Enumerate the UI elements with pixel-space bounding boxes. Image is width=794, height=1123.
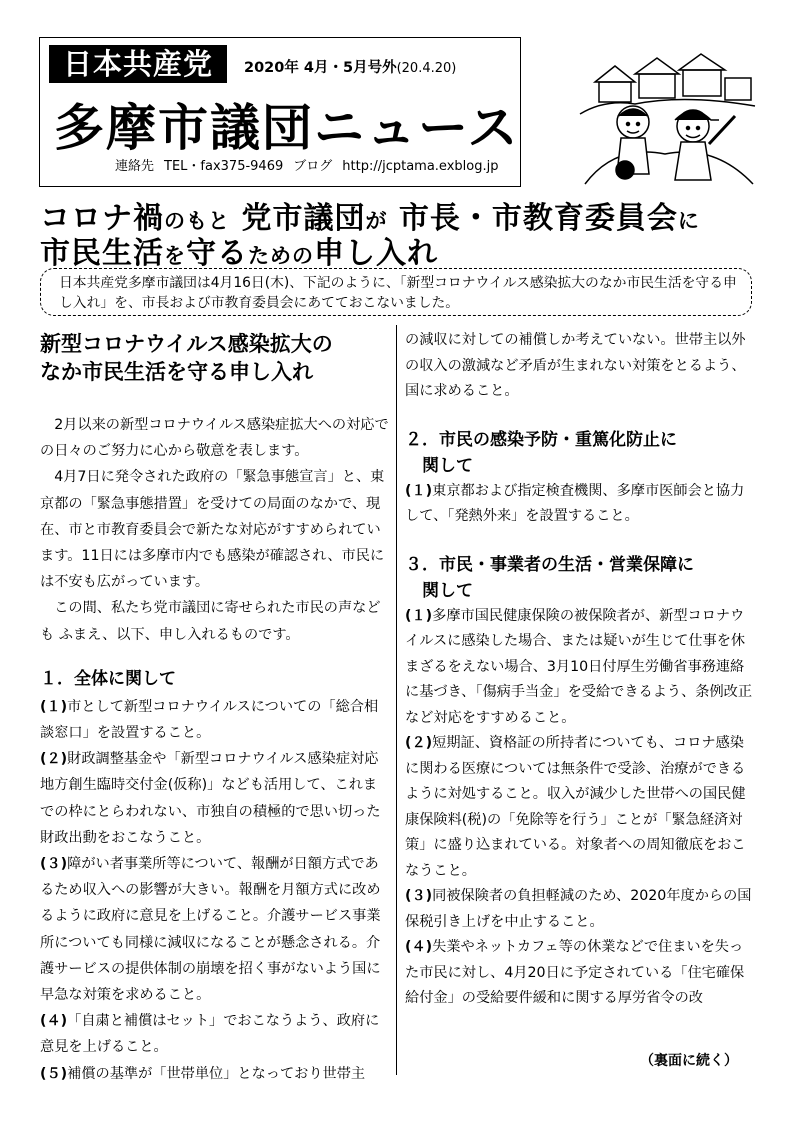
list-item: (１)市として新型コロナウイルスについての「総合相談窓口」を設置すること。 xyxy=(40,698,379,742)
list-item: (３)障がい者事業所等について、報酬が日額方式であるため収入への影響が大きい。報酬を月額方式に改めるように政府に意見を上げること。介護サービス事業所についても同様に減収になることが懸念される。介護サービスの提供体制の崩壊を招く事がないよう国に早急な対策を求めること。 xyxy=(40,856,381,1004)
intro-box: 日本共産党多摩市議団は4月16日(木)、下記のように、「新型コロナウイルス感染拡大のなか市民生活を守る申し入れ」を、市長および市教育委員会にあてておこないました。 xyxy=(40,268,752,316)
list-item: (２)財政調整基金や「新型コロナウイルス感染症対応地方創生臨時交付金(仮称)」なども活用して、これまでの枠にとらわれない、市独自の積極的で思い切った財政出動をおこなうこと。 xyxy=(40,751,381,846)
item-number: (５) xyxy=(40,1065,68,1082)
list-item: (４)「自粛と補償はセット」でおこなうよう、政府に意見を上げること。 xyxy=(40,1013,380,1056)
item-number: (１) xyxy=(405,607,433,624)
contact-phone: TEL・fax375-9469 xyxy=(164,159,284,174)
contact-line xyxy=(115,155,498,174)
contact-blog-label: ブログ xyxy=(293,159,333,174)
list-item: (４)失業やネットカフェ等の休業などで住まいを失った市民に対し、4月20日に予定されている「住宅確保給付金」の受給要件緩和に関する厚労省令の改 xyxy=(405,939,745,1006)
headline-text: が xyxy=(365,209,388,233)
section-heading: １．全体に関して xyxy=(40,668,176,689)
section-heading: 関して xyxy=(422,580,473,601)
item-number: (２) xyxy=(405,735,433,751)
item-number: (１) xyxy=(40,698,68,715)
headline-text: 党市議団 xyxy=(241,201,366,236)
headline-line-2 xyxy=(40,228,438,272)
headline-text: コロナ禍 xyxy=(40,201,164,236)
headline-text: のもと xyxy=(164,209,230,233)
section-heading: ２．市民の感染予防・重篤化防止に xyxy=(405,429,677,450)
paragraph: 2月以来の新型コロナウイルス感染症拡大への対応での日々のご努力に心から敬意を表します。 xyxy=(40,417,389,460)
issue-label xyxy=(244,56,456,77)
item-number: (１) xyxy=(405,482,433,499)
headline-text: 守る xyxy=(186,236,248,271)
article-heading: 新型コロナウイルス感染拡大の xyxy=(40,332,333,356)
left-column xyxy=(40,330,390,1087)
headline-text: を xyxy=(164,244,186,268)
list-item: (１)多摩市国民健康保険の被保険者が、新型コロナウイルスに感染した場合、または疑いが生じて仕事を休まざるをえない場合、3月10日付厚生労働省事務連絡に基づき、「傷病手当金」を受給できるよう、条例改正など対応をすすめること。 xyxy=(405,607,753,726)
right-column xyxy=(405,328,755,1012)
item-number: (４) xyxy=(405,939,433,955)
headline-text: 市長・市教育委員会 xyxy=(398,201,678,236)
section-heading: 関して xyxy=(422,455,473,476)
article-heading: なか市民生活を守る申し入れ xyxy=(40,360,313,384)
item-number: (２) xyxy=(40,751,68,768)
item-number: (４) xyxy=(40,1013,68,1030)
paragraph: 4月7日に発令された政府の「緊急事態宣言」と、東京都の「緊急事態措置」を受けての局面のなかで、現在、市と市教育委員会で新たな対応がすすめられています。11日には多摩市内でも感染が確認され、市民には不安も広がっています。 xyxy=(40,469,385,591)
contact-url: http://jcptama.exblog.jp xyxy=(342,159,499,174)
issue-number: 2020年 4月・5月号外 xyxy=(244,60,397,76)
list-item: (２)短期証、資格証の所持者についても、コロナ感染に関わる医療については無条件で受診、治療ができるように対処すること。収入が減少した世帯への国民健康保険料(税)の「免除等を行う」ことが「緊急経済対策」に盛り込まれている。対象者への周知徹底をおこなうこと。 xyxy=(405,735,746,879)
party-name-badge: 日本共産党 xyxy=(49,45,227,83)
list-item: (１)東京都および指定検査機関、多摩市医師会と協力して、「発熱外来」を設置すること。 xyxy=(405,482,745,524)
headline-text: に xyxy=(677,209,700,233)
headline-text: 申し入れ xyxy=(314,236,438,271)
newsletter-title: 多摩市議団ニュース xyxy=(54,99,520,157)
paragraph: この間、私たち党市議団に寄せられた市民の声なども ふまえ、以下、申し入れるものです。 xyxy=(40,600,381,643)
children-illustration xyxy=(575,44,760,194)
paragraph: の減収に対しての補償しか考えていない。世帯主以外の収入の激減など矛盾が生まれない対策をとるよう、国に求めること。 xyxy=(405,332,746,399)
issue-date: (20.4.20) xyxy=(396,61,457,76)
contact-label: 連絡先 xyxy=(115,159,155,174)
continued-note: （裏面に続く） xyxy=(640,1053,738,1069)
item-number: (３) xyxy=(40,856,68,873)
list-item: (５)補償の基準が「世帯単位」となっており世帯主 xyxy=(40,1065,366,1082)
list-item: (３)同被保険者の負担軽減のため、2020年度からの国保税引き上げを中止すること。 xyxy=(405,888,752,930)
headline-text: 市民生活 xyxy=(40,236,164,271)
headline-text: ための xyxy=(248,244,314,268)
item-number: (３) xyxy=(405,888,433,904)
column-divider xyxy=(396,325,397,1075)
section-heading: ３．市民・事業者の生活・営業保障に xyxy=(405,554,694,575)
